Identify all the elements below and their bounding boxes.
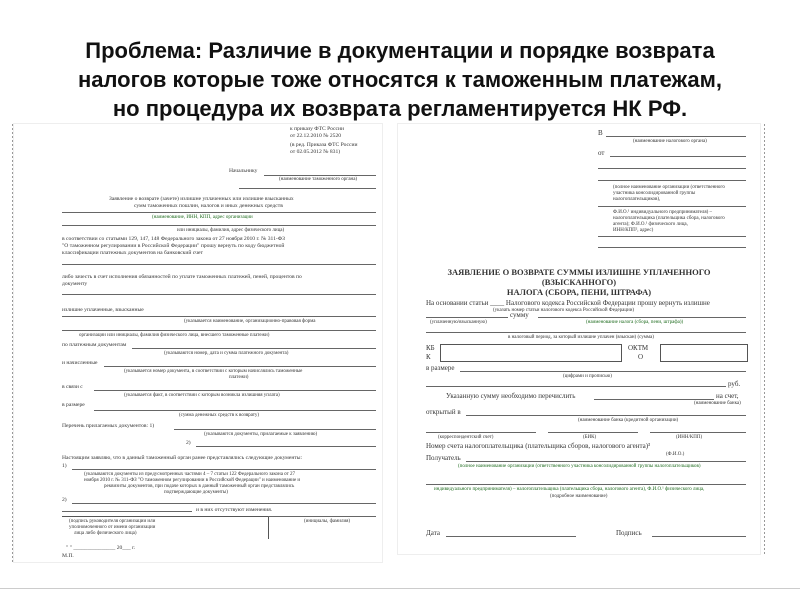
application-title: Заявление о возврате (зачете) излишне уплаченных или излишне взысканных — [109, 196, 294, 202]
field-line — [62, 330, 376, 331]
tax-org-caption: (наименование налогового органа) — [633, 139, 707, 144]
slide-title — [0, 36, 800, 123]
slide-bottom-rule — [0, 588, 800, 589]
law-text: классификации платежных документов на банковский счет — [62, 250, 203, 256]
sum-caption: (уплаченную/взысканную) — [430, 320, 487, 325]
field-line — [466, 461, 746, 462]
field-line — [72, 503, 376, 504]
field-line — [94, 390, 376, 391]
basis-caption: (указать номер статьи налогового кодекса Российской Федерации) — [493, 308, 635, 313]
item-number: 1) — [62, 463, 67, 469]
title-line-1: Проблема: Различие в документации и порядке возврата — [85, 38, 715, 63]
rub-label: руб. — [728, 380, 741, 388]
person-caption: или инициалы, фамилия, адрес физического лица) — [177, 228, 285, 233]
field-line — [426, 484, 746, 485]
item-number: 2) — [62, 497, 67, 503]
field-line — [598, 168, 746, 169]
form-title: НАЛОГА (СБОРА, ПЕНИ, ШТРАФА) — [506, 287, 652, 297]
opened-label: открытый в — [426, 408, 461, 416]
field-line — [426, 432, 536, 433]
either-text: либо зачесть в счет исполнения обязанностей по уплате таможенных платежей, пеней, процентов по — [62, 274, 302, 280]
person-caption: агента); Ф.И.О.¹ физического лица, — [613, 222, 688, 227]
field-line — [426, 386, 726, 387]
words-caption: (цифрами и прописью) — [563, 374, 612, 379]
recipient-caption: (полное наименование организации (ответственного участника консолидированной группы налогоплательщиков) — [458, 464, 701, 469]
org-caption: участника консолидированной группы — [613, 191, 696, 196]
org-caption: налогоплательщиков), — [613, 197, 661, 202]
field-line — [650, 432, 746, 433]
accrued-caption: платежи) — [229, 375, 249, 380]
accrued-label: и начисленные — [62, 360, 98, 366]
field-line — [62, 511, 192, 512]
scan-edge-left — [12, 124, 13, 564]
amount-caption: излишне уплаченные, взысканные — [62, 307, 144, 313]
scan-edge-right — [764, 124, 765, 556]
in-amount-caption: (сумма денежных средств к возврату) — [179, 413, 260, 418]
field-line — [466, 415, 746, 416]
hereby-caption: подтверждающие документы) — [164, 490, 228, 495]
field-line — [652, 536, 746, 537]
field-line — [446, 536, 576, 537]
field-line — [62, 294, 376, 295]
either-text: документу — [62, 281, 88, 287]
attached-label: Перечень прилагаемых документов: 1) — [62, 423, 155, 429]
field-line — [598, 206, 746, 207]
attached-caption: (указываются документы, прилагаемые к заявлению) — [204, 432, 318, 437]
period-caption: в налоговый период, за который излишне уплачен (взыскан) (сумма) — [508, 335, 654, 340]
bank-caption: (наименование банка) — [694, 401, 741, 406]
field-line — [264, 175, 376, 176]
field-line — [610, 156, 746, 157]
kbk-label: К — [426, 353, 431, 361]
ip-caption: индивидуального предпринимателя) – налогоплательщика (плательщика сбора, налогового агента), Ф.И.О.¹ физического лица, — [434, 487, 705, 492]
in-connection-label: в связи с — [62, 384, 83, 390]
transfer-text: Указанную сумму необходимо перечислить — [446, 392, 576, 400]
in-amount-label: в размере — [426, 364, 455, 372]
person-caption: налогоплательщика (плательщика сбора, налогового — [613, 216, 725, 221]
date-line: " " _______________ 20___ г. — [66, 545, 136, 551]
fio-caption: (Ф.И.О.) — [666, 452, 685, 457]
recipient-label: Получатель — [426, 454, 461, 462]
field-line — [426, 317, 508, 318]
field-line — [239, 188, 376, 189]
hereby-caption: реквизиты документов, при подаче которых в данный таможенный орган представлялись — [104, 484, 295, 489]
field-line — [426, 332, 746, 333]
sum-caption: (наименование налога (сбора, пени, штрафа)) — [586, 320, 684, 325]
sign-caption: уполномоченного от имени организации — [69, 525, 156, 530]
law-text: "О таможенном регулировании в Российской Федерации" прошу вернуть по коду бюджетной — [62, 243, 285, 249]
sum-label: сумму — [510, 311, 529, 319]
field-line — [62, 264, 376, 265]
person-caption: Ф.И.О.¹ индивидуального предпринимателя) – — [613, 210, 713, 215]
form-title: ЗАЯВЛЕНИЕ О ВОЗВРАТЕ СУММЫ ИЗЛИШНЕ УПЛАЧЕННОГО — [447, 267, 711, 277]
tax-refund-form — [398, 124, 760, 554]
field-line — [538, 317, 746, 318]
field-line — [598, 247, 746, 248]
person-caption: ИНН/КПП², адрес) — [613, 228, 654, 233]
field-line — [598, 180, 746, 181]
field-line — [460, 371, 746, 372]
hereby-text: Настоящим заявляю, что в данный таможенный орган ранее представлялись следующие документы: — [62, 455, 303, 461]
org-caption: (наименование, ИНН, КПП, адрес организации — [152, 215, 253, 220]
field-line — [598, 236, 746, 237]
field-line — [62, 316, 376, 317]
basis-text: На основании статьи ____ Налогового кодекса Российской Федерации прошу вернуть излишне — [426, 299, 710, 307]
field-line — [268, 516, 376, 517]
kbk-field[interactable] — [440, 344, 622, 362]
to-label: В — [598, 129, 603, 137]
title-line-3: но процедура их возврата регламентируется НК РФ. — [112, 96, 688, 121]
hereby-caption: (указываются документы из предусмотренных частями 4 – 7 статьи 122 Федерального закона от 27 — [84, 472, 296, 477]
accrued-caption: (указывается номер документа, в соответствии с которым начислялись таможенные — [124, 369, 303, 374]
kbk-label: КБ — [426, 344, 435, 352]
payment-docs-caption: (указываются номер, дата и сумма платежного документа) — [164, 351, 289, 356]
field-line — [62, 225, 376, 226]
to-chief-label: Начальнику — [229, 168, 258, 174]
payment-docs-label: по платежным документам — [62, 342, 127, 348]
signature-label: Подпись — [616, 529, 642, 537]
application-title: сумм таможенных пошлин, налогов и иных денежных средств — [134, 203, 283, 209]
field-line — [94, 410, 376, 411]
item-number: 2) — [186, 440, 191, 446]
form-header-line: от 22.12.2010 № 2520 — [290, 133, 342, 139]
form-header-line: к приказу ФТС России — [290, 126, 344, 132]
field-line — [72, 469, 376, 470]
oktmo-label: ОКТМ — [628, 344, 649, 352]
form-title: (ВЗЫСКАННОГО) — [541, 277, 617, 287]
sign-caption: (подпись руководителя организации или — [69, 519, 156, 524]
acc-caption: (корреспондентский счет) — [438, 435, 494, 440]
field-line — [104, 366, 376, 367]
org-caption: (полное наименование организации (ответственного — [613, 185, 725, 190]
field-line — [606, 136, 746, 137]
oktmo-field[interactable] — [660, 344, 748, 362]
payer-number-label: Номер счета налогоплательщика (плательщика сборов, налогового агента)³ — [426, 442, 651, 450]
date-label: Дата — [426, 529, 440, 537]
field-line — [548, 432, 638, 433]
stamp-place: М.П. — [62, 553, 74, 559]
last-caption: (подробное наименование) — [550, 494, 608, 499]
field-line — [196, 446, 376, 447]
acc-caption: (ИНН/КПП) — [676, 435, 703, 440]
form-header-line: (в ред. Приказа ФТС России — [290, 142, 358, 148]
to-account-label: на счет, — [716, 392, 739, 400]
bank-name-caption: (наименование банка (кредитной организации) — [578, 418, 679, 423]
payer-caption: организации или инициалы, фамилия физического лица, внесшего таможенные платежи) — [79, 333, 270, 338]
in-amount-label: в размере — [62, 402, 85, 408]
form-header-line: от 02.05.2012 № 831) — [290, 149, 341, 155]
title-line-2: налогов которые тоже относятся к таможенным платежам, — [77, 67, 723, 92]
field-line — [594, 399, 714, 400]
sign-caption: лица либо физического лица) — [74, 531, 137, 536]
oktmo-label: О — [638, 353, 644, 361]
initials-caption: (инициалы, фамилия) — [304, 519, 351, 524]
acc-caption: (БИК) — [583, 435, 597, 440]
customs-refund-form — [14, 124, 382, 562]
customs-org-caption: (наименование таможенного органа) — [279, 177, 358, 182]
field-line — [174, 429, 376, 430]
in-connection-caption: (указывается факт, в соответствии с которым возникла излишняя уплата) — [124, 393, 280, 398]
law-text: в соответствии со статьями 129, 147, 148 Федерального закона от 27 ноября 2010 г. № 311-ФЗ — [62, 236, 285, 242]
hereby-caption: ноября 2010 г. № 311-ФЗ "О таможенном регулировании в Российской Федерации" и наименование и — [84, 478, 301, 483]
no-changes-text: и в них отсутствуют изменения. — [196, 507, 273, 513]
payer-caption: (указывается наименование, организационно-правовая форма — [184, 319, 316, 324]
field-line — [62, 212, 376, 213]
field-line — [132, 348, 376, 349]
from-label: от — [598, 149, 605, 157]
